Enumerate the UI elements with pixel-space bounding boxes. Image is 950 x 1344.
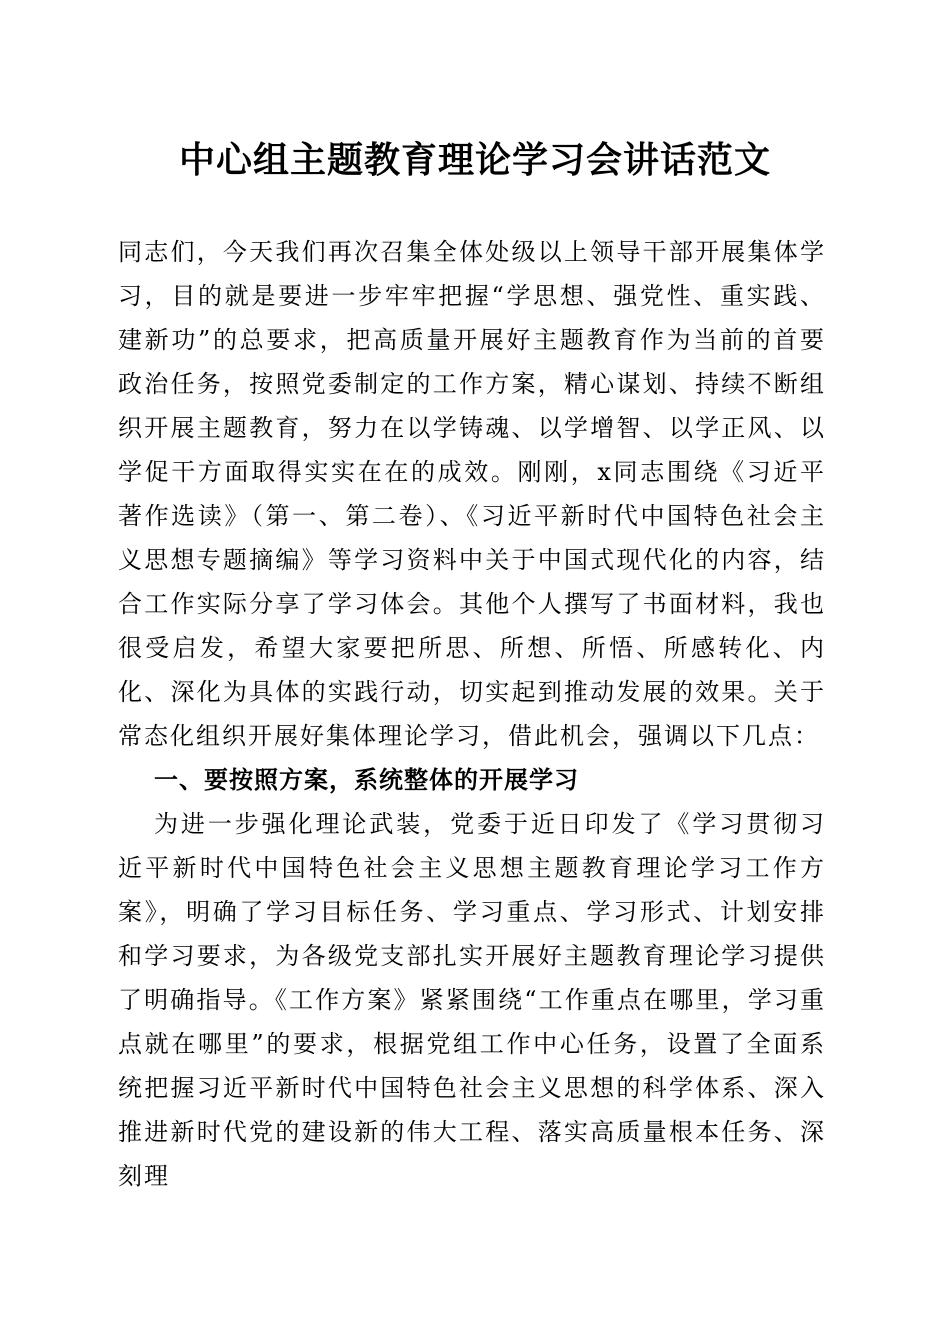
section-paragraph: 为进一步强化理论武装，党委于近日印发了《学习贯彻习近平新时代中国特色社会主义思想主题教育理论学习工作方案》，明确了学习目标任务、学习重点、学习形式、计划安排和学习要求，为各级党支部扎实开展好主题教育理论学习提供了明确指导。《工作方案》紧紧围绕“工作重点在哪里，学习重点就在哪里”的要求，根据党组工作中心任务，设置了全面系统把握习近平新时代中国特色社会主义思想的科学体系、深入推进新时代党的建设新的伟大工程、落实高质量根本任务、深刻理	[118, 810, 826, 1190]
intro-paragraph: 同志们，今天我们再次召集全体处级以上领导干部开展集体学习，目的就是要进一步牢牢把握“学思想、强党性、重实践、建新功”的总要求，把高质量开展好主题教育作为当前的首要政治任务，按照党委制定的工作方案，精心谋划、持续不断组织开展主题教育，努力在以学铸魂、以学增智、以学正风、以学促干方面取得实实在在的成效。刚刚，x同志围绕《习近平著作选读》（第一、第二卷）、《习近平新时代中国特色社会主义思想专题摘编》等学习资料中关于中国式现代化的内容，结合工作实际分享了学习体会。其他个人撰写了书面材料，我也很受启发，希望大家要把所思、所想、所悟、所感转化、内化、深化为具体的实践行动，切实起到推动发展的效果。关于常态化组织开展好集体理论学习，借此机会，强调以下几点：	[118, 238, 826, 750]
section-heading: 一、要按照方案，系统整体的开展学习	[154, 766, 579, 794]
document-body	[118, 230, 826, 1198]
document-title: 中心组主题教育理论学习会讲话范文	[178, 139, 771, 181]
